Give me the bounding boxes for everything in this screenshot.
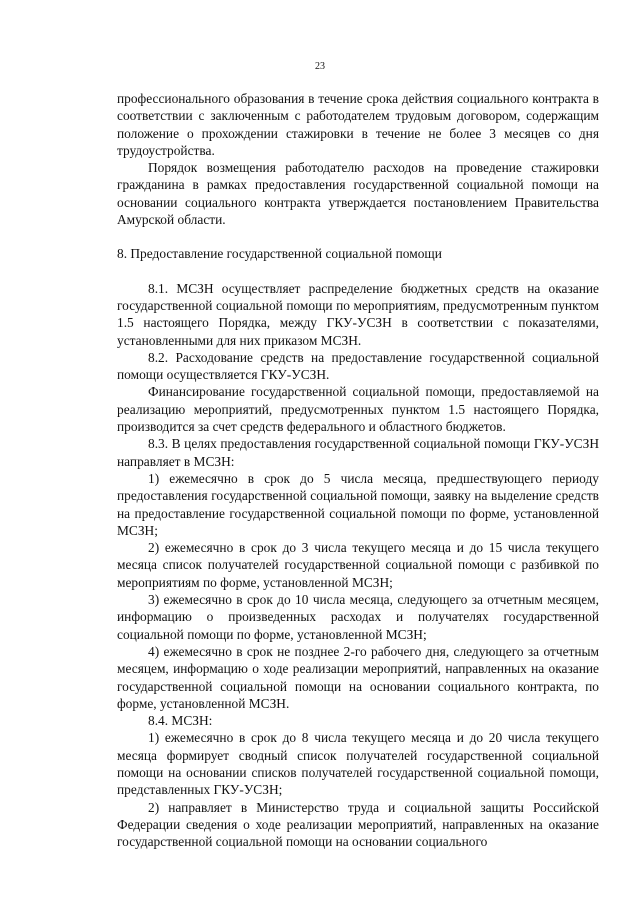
paragraph-8-2: 8.2. Расходование средств на предоставление государственной социальной помощи осуществляется ГКУ-УСЗН.: [117, 349, 599, 383]
list-item-8-3-4: 4) ежемесячно в срок не позднее 2-го рабочего дня, следующего за отчетным месяцем, информацию о ходе реализации мероприятий, направленных на оказание государственной социальной помощи на основании социального контракта, по форме, установленной МСЗН.: [117, 643, 599, 711]
paragraph-8-1: 8.1. МСЗН осуществляет распределение бюджетных средств на оказание государственной социальной помощи по мероприятиям, предусмотренным пунктом 1.5 настоящего Порядка, между ГКУ-УСЗН в соответствии с показателями, установленными для них приказом МСЗН.: [117, 280, 599, 348]
paragraph-continuation: профессионального образования в течение срока действия социального контракта в соответствии с заключенным с работодателем трудовым договором, содержащим положение о прохождении стажировки в течение не более 3 месяцев со дня трудоустройства.: [117, 91, 599, 158]
document-body: [117, 90, 599, 850]
section-heading: 8. Предоставление государственной социальной помощи: [117, 246, 442, 262]
list-item-8-3-2: 2) ежемесячно в срок до 3 числа текущего месяца и до 15 числа текущего месяца список получателей государственной социальной помощи с разбивкой по мероприятиям по форме, установленной МСЗН;: [117, 540, 599, 590]
paragraph-8-3: 8.3. В целях предоставления государственной социальной помощи ГКУ-УСЗН направляет в МСЗН:: [117, 436, 599, 469]
list-item-8-4-1: 1) ежемесячно в срок до 8 числа текущего месяца и до 20 числа текущего месяца формирует сводный список получателей государственной социальной помощи на основании списков получателей государственной социальной помощи, представленных ГКУ-УСЗН;: [117, 730, 599, 798]
paragraph-financing: Финансирование государственной социальной помощи, предоставляемой на реализацию мероприятий, предусмотренных пунктом 1.5 настоящего Порядка, производится за счет средств федерального и областного бюджетов.: [117, 384, 599, 435]
list-item-8-3-1: 1) ежемесячно в срок до 5 числа месяца, предшествующего периоду предоставления государственной социальной помощи, заявку на выделение средств на предоставление государственной социальной помощи по форме, установленной МСЗН;: [117, 470, 599, 538]
paragraph-reimbursement-order: Порядок возмещения работодателю расходов на проведение стажировки гражданина в рамках предоставления государственной социальной помощи на основании социального контракта утверждается постановлением Правительства Амурской области.: [117, 160, 599, 228]
list-item-8-3-3: 3) ежемесячно в срок до 10 числа месяца, следующего за отчетным месяцем, информацию о произведенных расходах и получателях государственной социальной помощи по форме, установленной МСЗН;: [117, 592, 599, 642]
list-item-8-4-2: 2) направляет в Министерство труда и социальной защиты Российской Федерации сведения о ходе реализации мероприятий, направленных на оказание государственной социальной помощи на основании социального: [117, 799, 599, 850]
paragraph-8-4: 8.4. МСЗН:: [148, 713, 213, 729]
page-number: 23: [315, 61, 325, 72]
